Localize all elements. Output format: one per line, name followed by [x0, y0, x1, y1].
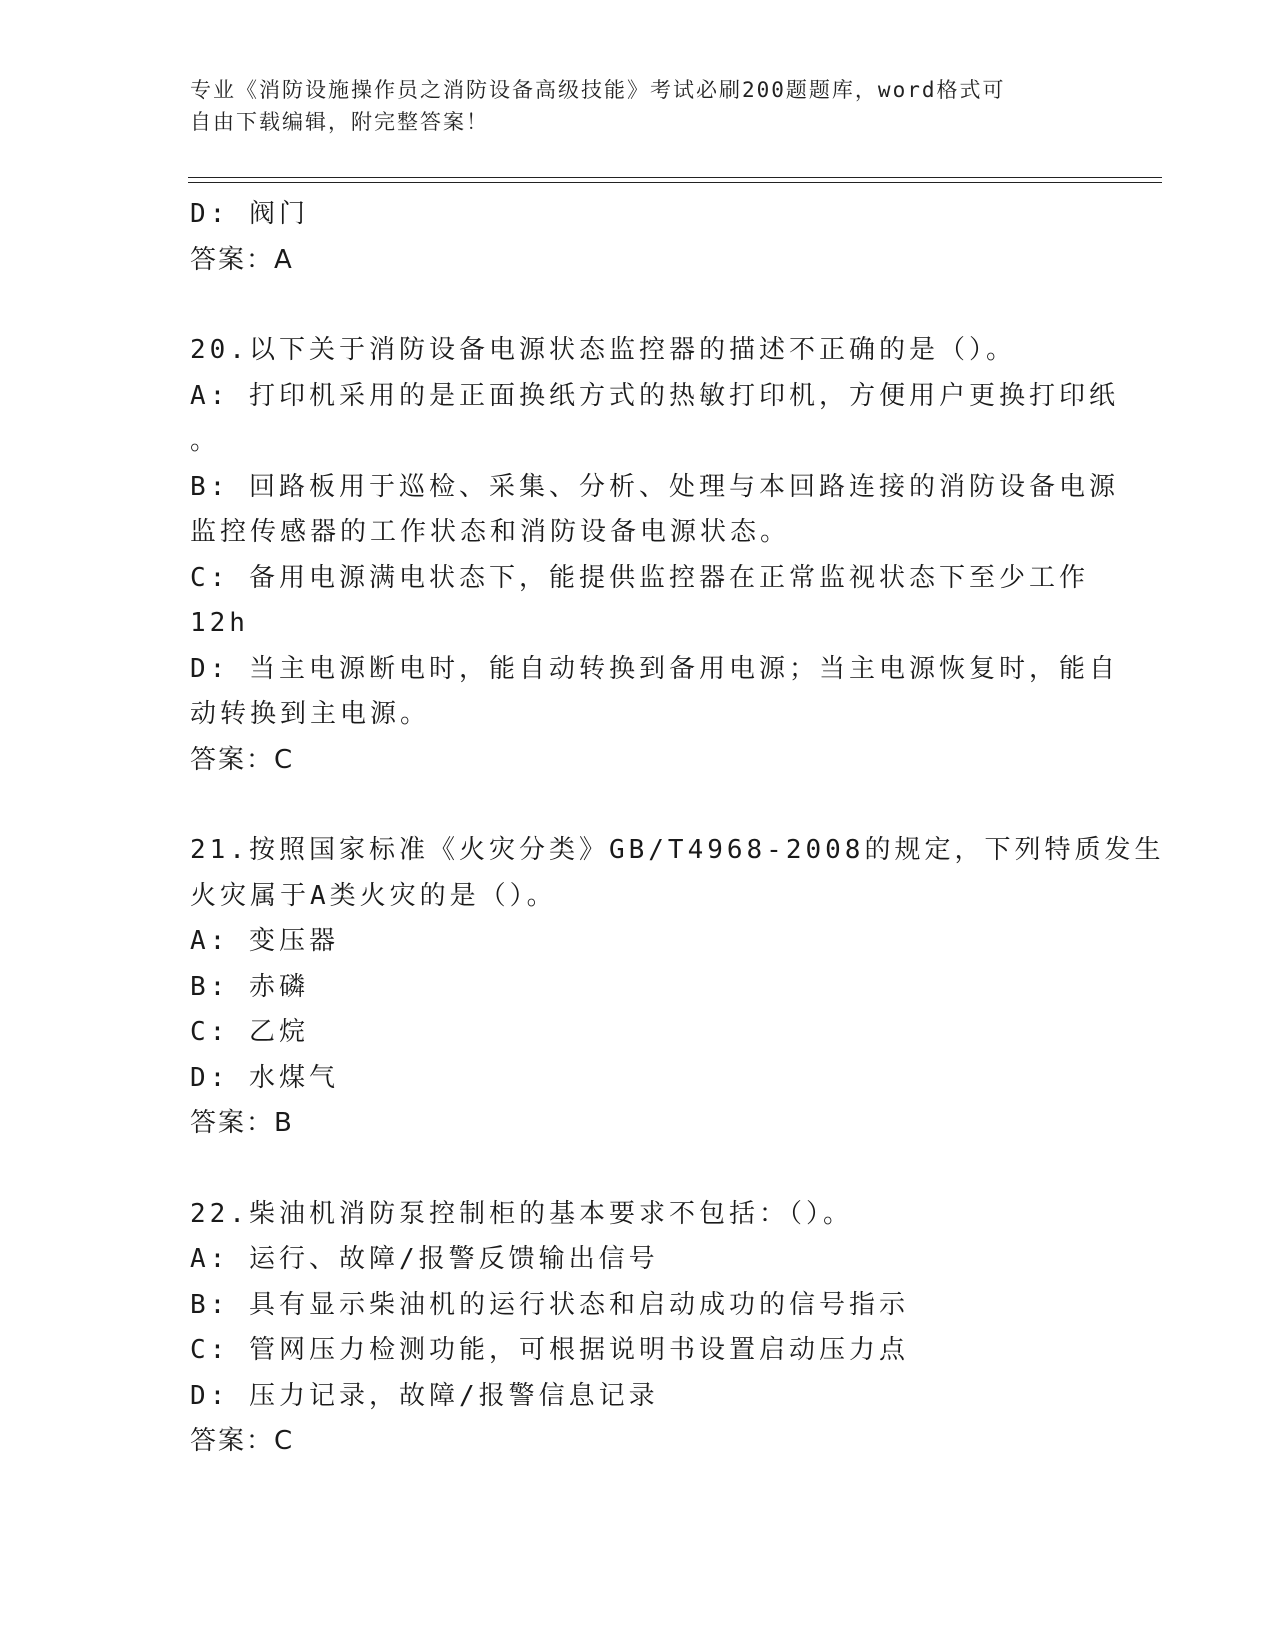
header-line-2: 自由下载编辑，附完整答案！ [190, 110, 489, 134]
option-d: D: 当主电源断电时，能自动转换到备用电源；当主电源恢复时，能自 [190, 653, 1119, 684]
option-a: A: 变压器 [190, 926, 339, 956]
option-a: A: 打印机采用的是正面换纸方式的热敏打印机，方便用户更换打印纸 [190, 380, 1119, 411]
previous-question-tail [190, 192, 1090, 283]
document-header [190, 74, 1090, 138]
document-body [190, 192, 1165, 1465]
question-22 [190, 1192, 1090, 1465]
option-c: C: 管网压力检测功能，可根据说明书设置启动压力点 [190, 1335, 909, 1365]
answer-line: 答案：C [190, 1426, 295, 1456]
option-c-continued: 12h [190, 608, 249, 638]
question-21 [190, 828, 1165, 1147]
option-c: C: 乙烷 [190, 1017, 309, 1047]
question-stem: 20.以下关于消防设备电源状态监控器的描述不正确的是（）。 [190, 335, 1016, 365]
header-line-1: 专业《消防设施操作员之消防设备高级技能》考试必刷200题题库，word格式可 [190, 78, 1006, 102]
option-b-continued: 监控传感器的工作状态和消防设备电源状态。 [190, 517, 791, 547]
option-b: B: 赤磷 [190, 971, 309, 1002]
question-stem: 21.按照国家标准《火灾分类》GB/T4968-2008的规定，下列特质发生 [190, 835, 1165, 865]
answer-line: 答案：B [190, 1108, 294, 1138]
option-d: D: 压力记录，故障/报警信息记录 [190, 1380, 659, 1411]
option-b: B: 回路板用于巡检、采集、分析、处理与本回路连接的消防设备电源 [190, 471, 1119, 502]
option-d: D: 阀门 [190, 199, 309, 229]
question-stem: 22.柴油机消防泵控制柜的基本要求不包括：（）。 [190, 1198, 853, 1229]
answer-line: 答案：C [190, 744, 295, 775]
header-rule-top [188, 177, 1162, 178]
option-d: D: 水煤气 [190, 1062, 339, 1093]
header-rule-bottom [188, 182, 1162, 183]
question-stem-continued: 火灾属于A类火灾的是（）。 [190, 880, 557, 911]
option-a-continued: 。 [190, 426, 221, 456]
option-d-continued: 动转换到主电源。 [190, 699, 431, 729]
option-b: B: 具有显示柴油机的运行状态和启动成功的信号指示 [190, 1289, 909, 1320]
question-20 [190, 328, 1119, 783]
option-c: C: 备用电源满电状态下，能提供监控器在正常监视状态下至少工作 [190, 562, 1089, 593]
option-a: A: 运行、故障/报警反馈输出信号 [190, 1244, 659, 1274]
answer-line: 答案：A [190, 244, 294, 275]
